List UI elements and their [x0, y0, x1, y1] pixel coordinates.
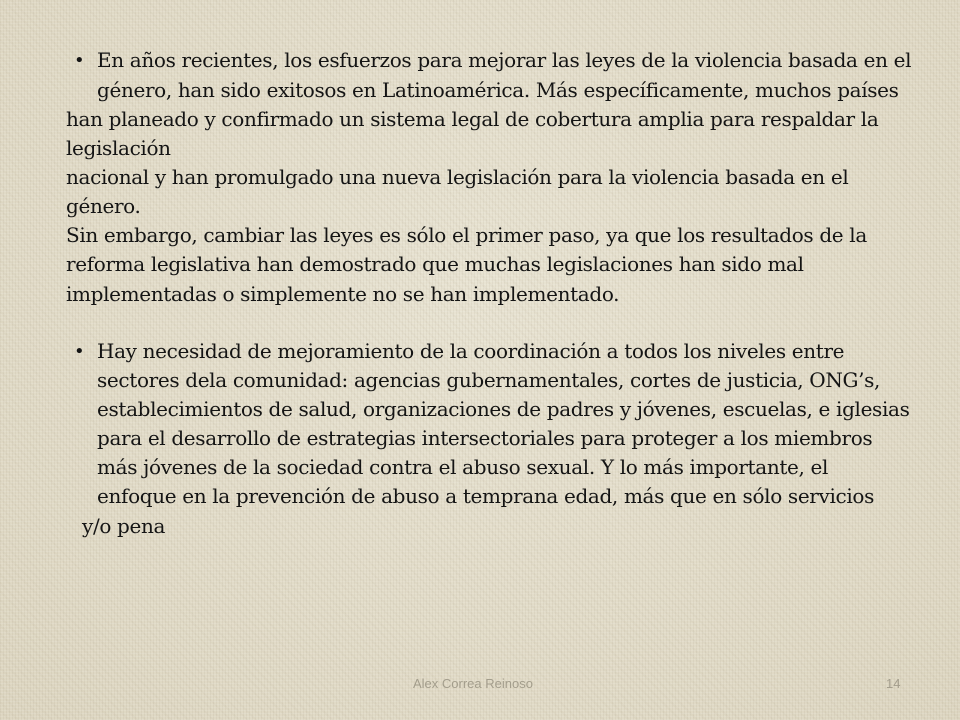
- bullet-1-line-8: reforma legislativa han demostrado que muchas legislaciones han sido mal: [66, 252, 804, 276]
- bullet-2-line-7: y/o pena: [82, 514, 166, 538]
- bullet-2-line-4: para el desarrollo de estrategias intersectoriales para proteger a los miembros: [97, 426, 873, 450]
- footer-page-number: 14: [886, 676, 901, 691]
- bullet-1-line-3: han planeado y confirmado un sistema legal de cobertura amplia para respaldar la: [66, 107, 879, 131]
- bullet-1-line-7: Sin embargo, cambiar las leyes es sólo el primer paso, ya que los resultados de la: [66, 223, 867, 247]
- bullet-1-line-5: nacional y han promulgado una nueva legislación para la violencia basada en el: [66, 165, 849, 189]
- bullet-2-line-6: enfoque en la prevención de abuso a temprana edad, más que en sólo servicios: [97, 484, 875, 508]
- bullet-marker: •: [74, 341, 85, 362]
- bullet-marker: •: [74, 50, 85, 71]
- bullet-1-line-9: implementadas o simplemente no se han implementado.: [66, 282, 620, 306]
- bullet-2-line-1: Hay necesidad de mejoramiento de la coordinación a todos los niveles entre: [97, 339, 845, 363]
- bullet-1-line-6: género.: [66, 194, 141, 218]
- bullet-1-line-2: género, han sido exitosos en Latinoamérica. Más específicamente, muchos países: [97, 78, 899, 102]
- bullet-2-line-3: establecimientos de salud, organizaciones de padres y jóvenes, escuelas, e iglesias: [97, 397, 910, 421]
- footer-author: Alex Correa Reinoso: [413, 676, 533, 691]
- bullet-1-line-4: legislación: [66, 136, 171, 160]
- bullet-1-line-1: En años recientes, los esfuerzos para mejorar las leyes de la violencia basada en el: [97, 48, 912, 72]
- bullet-2-line-5: más jóvenes de la sociedad contra el abuso sexual. Y lo más importante, el: [97, 455, 829, 479]
- bullet-2-line-2: sectores dela comunidad: agencias gubernamentales, cortes de justicia, ONG’s,: [97, 368, 881, 392]
